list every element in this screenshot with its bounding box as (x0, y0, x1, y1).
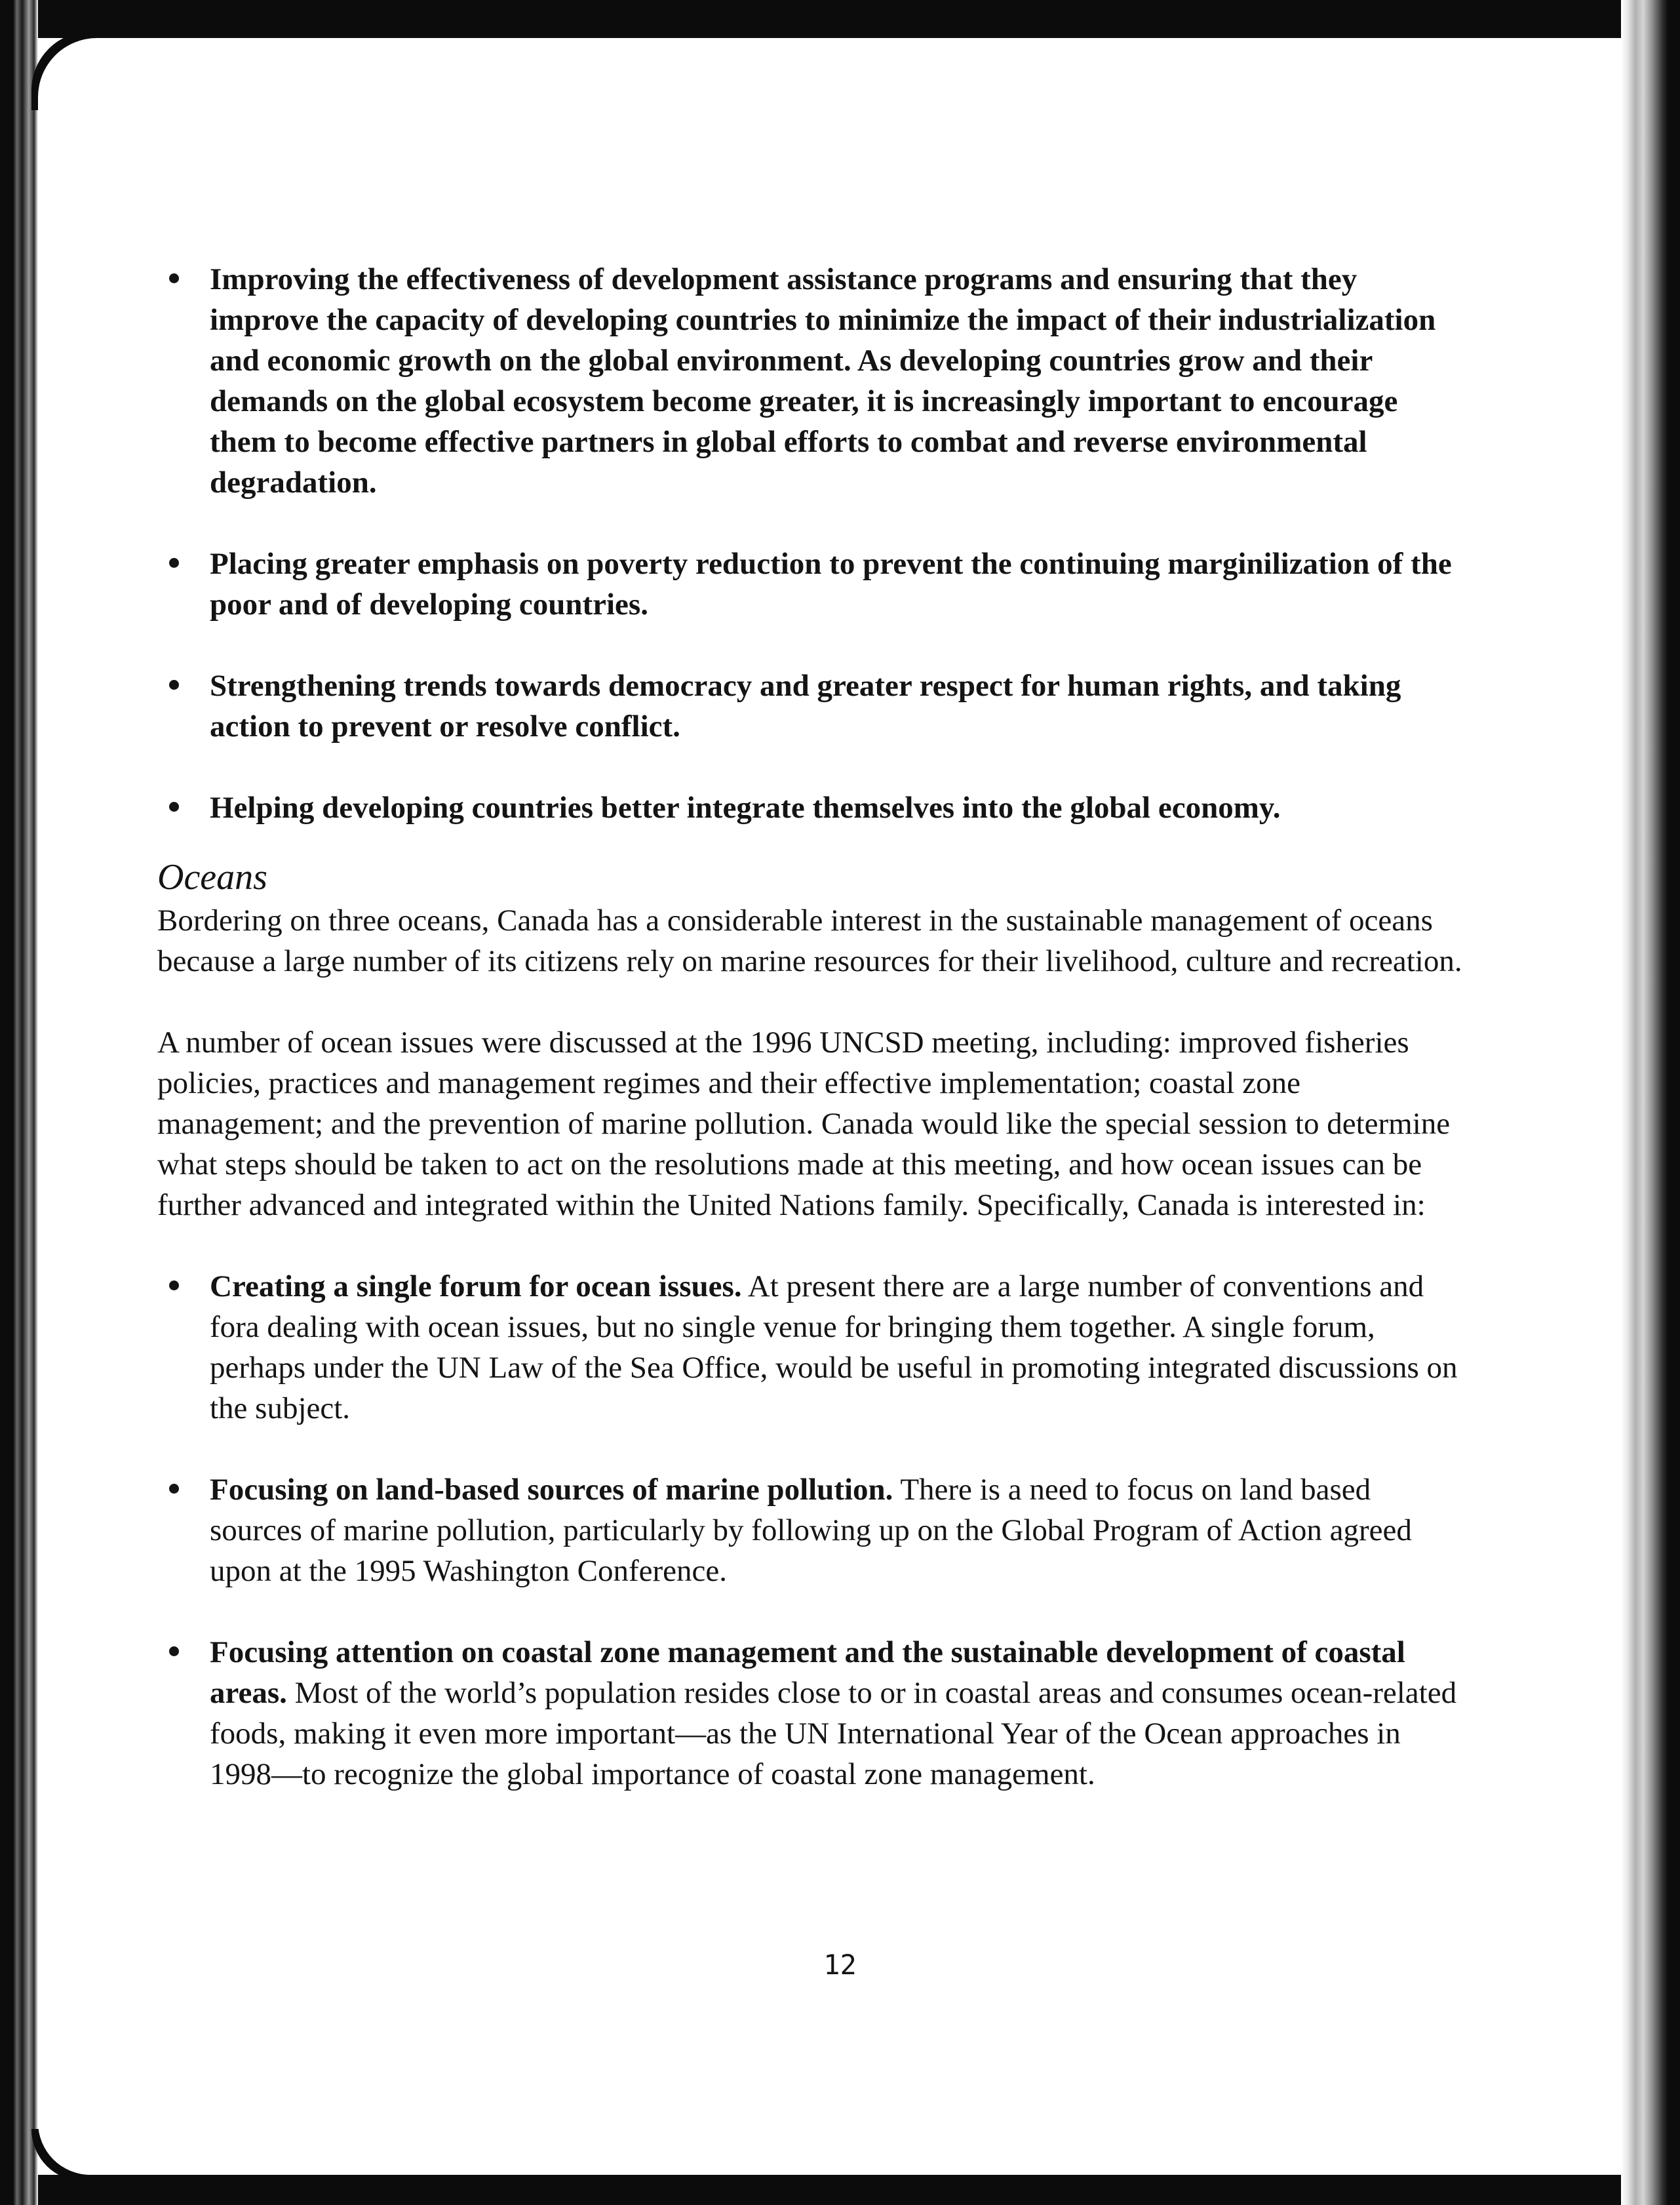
list-item (157, 787, 1468, 828)
page-corner-bottom-left (38, 2122, 117, 2175)
bullet-text: There is a need to focus on land based sources of marine pollution, particularly by following up on the Global Program of Action agreed upon at the 1995 Washington Conference. (210, 1473, 1412, 1588)
oceans-paragraph-issues: A number of ocean issues were discussed at the 1996 UNCSD meeting, including: improved fisheries policies, practices and management regimes and their effective implementation; coastal zone management; and the prevention of marine pollution. Canada would like the special session to determine what steps should be taken to act on the resolutions made at this meeting, and how ocean issues can be further advanced and integrated within the United Nations family. Specifically, Canada is interested in: (157, 1025, 1451, 1222)
bullet-text: Improving the effectiveness of development assistance programs and ensuring that they improve the capacity of developing countries to minimize the impact of their industrialization and economic growth on the global environment. As developing countries grow and their demands on the global ecosystem become greater, it is increasingly important to encourage them to become effective partners in global efforts to combat and reverse environmental degradation. (210, 262, 1436, 500)
scan-border-top (0, 0, 1680, 38)
bullet-icon (169, 558, 179, 568)
list-item (157, 665, 1468, 747)
page-corner-top-left (38, 38, 117, 117)
list-item (157, 1632, 1468, 1795)
list-item (157, 1266, 1468, 1429)
page-number: 12 (823, 1949, 857, 1981)
oceans-paragraph-intro: Bordering on three oceans, Canada has a considerable interest in the sustainable management of oceans because a large number of its citizens rely on marine resources for their livelihood, culture and recreation. (157, 904, 1462, 978)
page-content (157, 259, 1468, 1835)
bullet-lead: Creating a single forum for ocean issues. (210, 1269, 742, 1303)
scan-border-right (1621, 0, 1680, 2205)
bullet-icon (169, 1281, 179, 1290)
bullet-text: At present there are a large number of conventions and fora dealing with ocean issues, but no single venue for bringing them together. A single forum, perhaps under the UN Law of the Sea Office, would be useful in promoting integrated discussions on the subject. (210, 1269, 1458, 1425)
bullet-text: Helping developing countries better integrate themselves into the global economy. (210, 791, 1281, 825)
bullet-lead: Focusing attention on coastal zone management and the sustainable development of coastal areas. (210, 1635, 1405, 1710)
bullet-text: Placing greater emphasis on poverty reduction to prevent the continuing marginilization of the poor and of developing countries. (210, 547, 1452, 622)
bullet-icon (169, 680, 179, 690)
bullet-icon (169, 1484, 179, 1494)
bullet-icon (169, 802, 179, 812)
bullet-text: Most of the world’s population resides close to or in coastal areas and consumes ocean-related foods, making it even more important—as the UN International Year of the Ocean approaches in 1998—to recognize the global importance of coastal zone management. (210, 1676, 1457, 1791)
list-item (157, 544, 1468, 625)
bullet-icon (169, 1646, 179, 1656)
bullet-icon (169, 273, 179, 283)
section-heading-oceans: Oceans (157, 857, 267, 898)
list-item (157, 259, 1468, 503)
scan-border-left (0, 0, 38, 2205)
bullet-lead: Focusing on land-based sources of marine pollution. (210, 1473, 893, 1507)
list-item (157, 1469, 1468, 1591)
bullet-text: Strengthening trends towards democracy and greater respect for human rights, and taking action to prevent or resolve conflict. (210, 669, 1401, 744)
scan-border-bottom (0, 2175, 1680, 2205)
